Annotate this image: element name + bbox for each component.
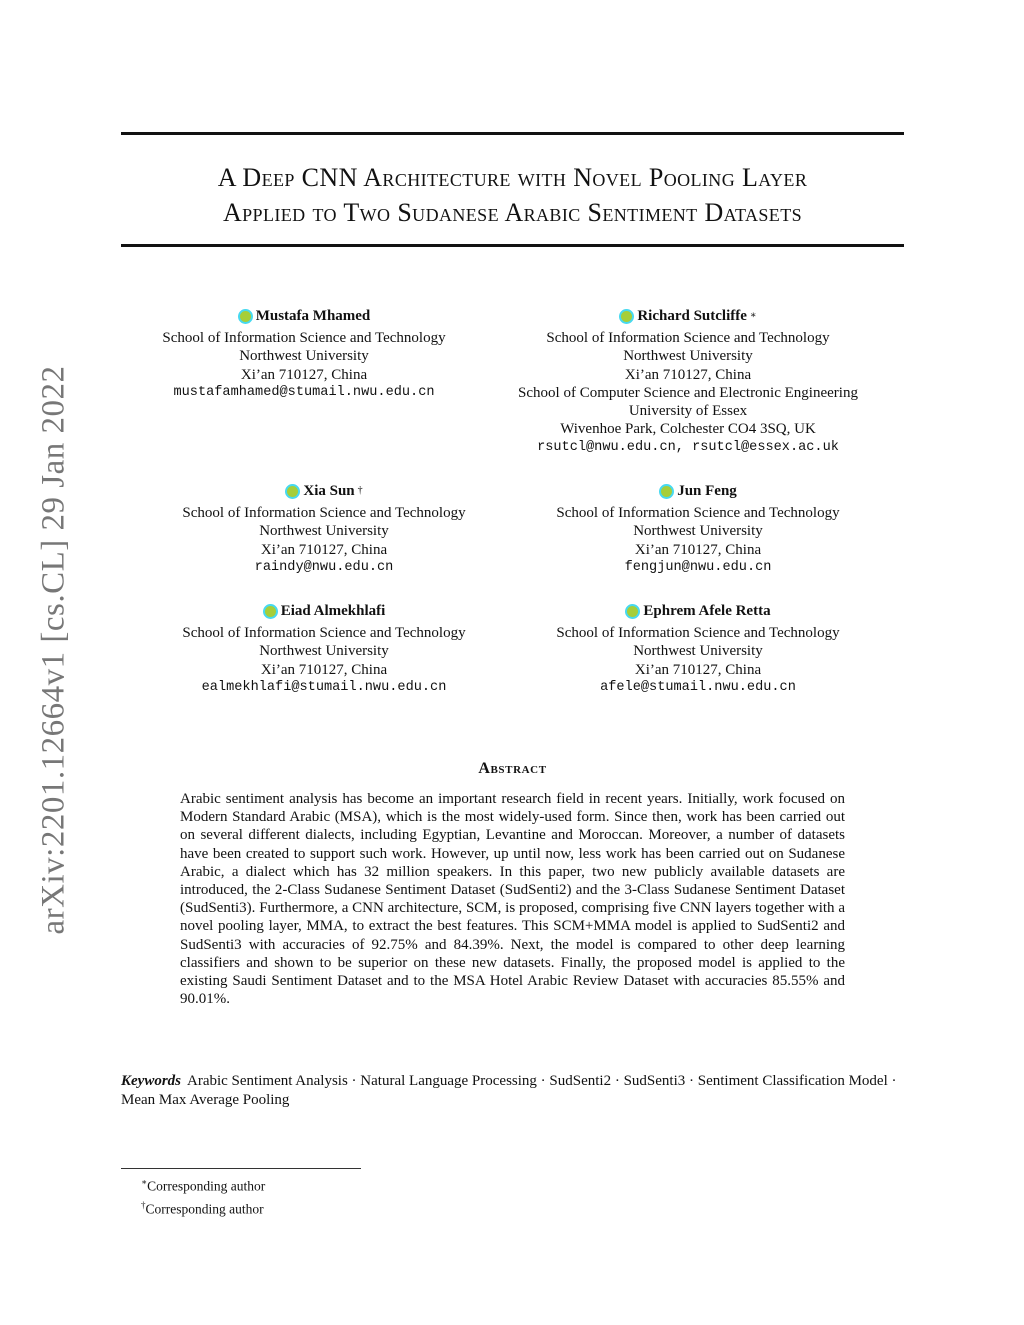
- footnotes: [141, 1173, 265, 1219]
- orcid-icon[interactable]: [263, 604, 278, 619]
- affiliation-line: Xi’an 710127, China: [240, 366, 368, 383]
- affiliation-line: Xi’an 710127, China: [260, 541, 388, 558]
- paper-title: [121, 160, 904, 230]
- footnote-symbol: ∗: [141, 1177, 148, 1187]
- affiliation-line: Wivenhoe Park, Colchester CO4 3SQ, UK: [560, 421, 816, 438]
- corresponding-mark: †: [357, 485, 363, 496]
- author-block: [515, 602, 881, 697]
- affiliation-line: School of Information Science and Technology: [182, 504, 466, 521]
- author-email[interactable]: fengjun@nwu.edu.cn: [624, 559, 772, 575]
- keywords-section: [121, 1072, 904, 1109]
- author-block: [141, 482, 507, 577]
- author-name-row: [619, 307, 756, 325]
- footnote-rule: [121, 1168, 361, 1169]
- affiliation-line: School of Information Science and Technology: [182, 624, 466, 641]
- orcid-icon[interactable]: [659, 484, 674, 499]
- author-name: Mustafa Mhamed: [255, 308, 371, 324]
- affiliation-line: School of Information Science and Technology: [162, 329, 446, 346]
- author-email[interactable]: mustafamhamed@stumail.nwu.edu.cn: [173, 384, 435, 400]
- footnote-symbol: †: [141, 1200, 146, 1210]
- affiliation-line: University of Essex: [628, 403, 748, 420]
- affiliation-line: Northwest University: [239, 348, 369, 365]
- author-email[interactable]: rsutcl@nwu.edu.cn, rsutcl@essex.ac.uk: [537, 439, 839, 455]
- author-name: Jun Feng: [677, 483, 737, 499]
- orcid-icon[interactable]: [619, 309, 634, 324]
- title-rule-top: [121, 132, 904, 135]
- keywords-text: Arabic Sentiment Analysis · Natural Language Processing · SudSenti2 · SudSenti3 · Sentiment Classification Model · Mean Max Average Pooling: [121, 1073, 897, 1108]
- orcid-icon[interactable]: [285, 484, 300, 499]
- abstract-body: Arabic sentiment analysis has become an important research field in recent years. Initially, work focused on Modern Standard Arabic (MSA), which is the most widely-used form. Since then, work has been carried out on several different dialects, including Egyptian, Levantine and Moroccan. Moreover, a number of datasets have been created to support such work. However, up until now, less work has been carried out on Sudanese Arabic, a dialect which has 32 million speakers. In this paper, two new publicly available datasets are introduced, the 2-Class Sudanese Sentiment Dataset (SudSenti2) and the 3-Class Sudanese Sentiment Dataset (SudSenti3). Furthermore, a CNN architecture, SCM, is proposed, comprising five CNN layers together with a novel pooling layer, MMA, to extract the best features. This SCM+MMA model is applied to SudSenti2 and SudSenti3 with accuracies of 92.75% and 84.39%. Next, the model is compared to other deep learning classifiers and shown to be superior on these new datasets. Finally, the proposed model is applied to the existing Saudi Sentiment Dataset and to the MSA Hotel Arabic Review Dataset with accuracies 85.55% and 90.01%.: [180, 791, 845, 1008]
- author-block: [515, 482, 881, 577]
- author-block: [121, 307, 487, 402]
- corresponding-mark: ∗: [749, 310, 757, 321]
- affiliation-line: Xi’an 710127, China: [624, 366, 752, 383]
- author-name: Ephrem Afele Retta: [643, 603, 771, 619]
- affiliation-line: School of Information Science and Technology: [556, 624, 840, 641]
- affiliation-line: Xi’an 710127, China: [634, 541, 762, 558]
- author-name: Richard Sutcliffe: [637, 308, 747, 324]
- footnote-text: Corresponding author: [145, 1201, 264, 1217]
- affiliation-line: Xi’an 710127, China: [260, 661, 388, 678]
- author-email[interactable]: afele@stumail.nwu.edu.cn: [600, 679, 796, 695]
- affiliation-line: Northwest University: [633, 643, 763, 660]
- affiliation-line: School of Computer Science and Electronic Engineering: [518, 384, 858, 401]
- affiliation-line: Xi’an 710127, China: [634, 661, 762, 678]
- author-block: [492, 307, 884, 457]
- author-email[interactable]: ealmekhlafi@stumail.nwu.edu.cn: [201, 679, 447, 695]
- footnote-text: Corresponding author: [147, 1178, 266, 1194]
- title-line-1: A Deep CNN Architecture with Novel Pooling Layer: [217, 163, 808, 192]
- abstract-heading: Abstract: [478, 760, 547, 777]
- affiliation-line: Northwest University: [623, 348, 753, 365]
- title-line-2: Applied to Two Sudanese Arabic Sentiment Datasets: [222, 198, 803, 227]
- title-rule-bottom: [121, 244, 904, 247]
- author-block: [141, 602, 507, 697]
- affiliation-line: Northwest University: [259, 523, 389, 540]
- author-email[interactable]: raindy@nwu.edu.cn: [254, 559, 394, 575]
- affiliation-line: Northwest University: [633, 523, 763, 540]
- affiliation-line: School of Information Science and Technology: [556, 504, 840, 521]
- keywords-label: Keywords: [121, 1073, 181, 1089]
- orcid-icon[interactable]: [625, 604, 640, 619]
- author-name-row: [285, 482, 362, 500]
- footnote: [141, 1196, 265, 1219]
- author-name-row: [263, 602, 386, 620]
- affiliation-line: Northwest University: [259, 643, 389, 660]
- author-name: Eiad Almekhlafi: [280, 603, 386, 619]
- arxiv-identifier: arXiv:2201.12664v1 [cs.CL] 29 Jan 2022: [35, 365, 72, 935]
- orcid-icon[interactable]: [238, 309, 253, 324]
- author-name-row: [659, 482, 737, 500]
- affiliation-line: School of Information Science and Technology: [546, 329, 830, 346]
- author-name-row: [625, 602, 770, 620]
- author-name: Xia Sun: [303, 483, 355, 499]
- footnote: [141, 1173, 265, 1196]
- author-name-row: [238, 307, 371, 325]
